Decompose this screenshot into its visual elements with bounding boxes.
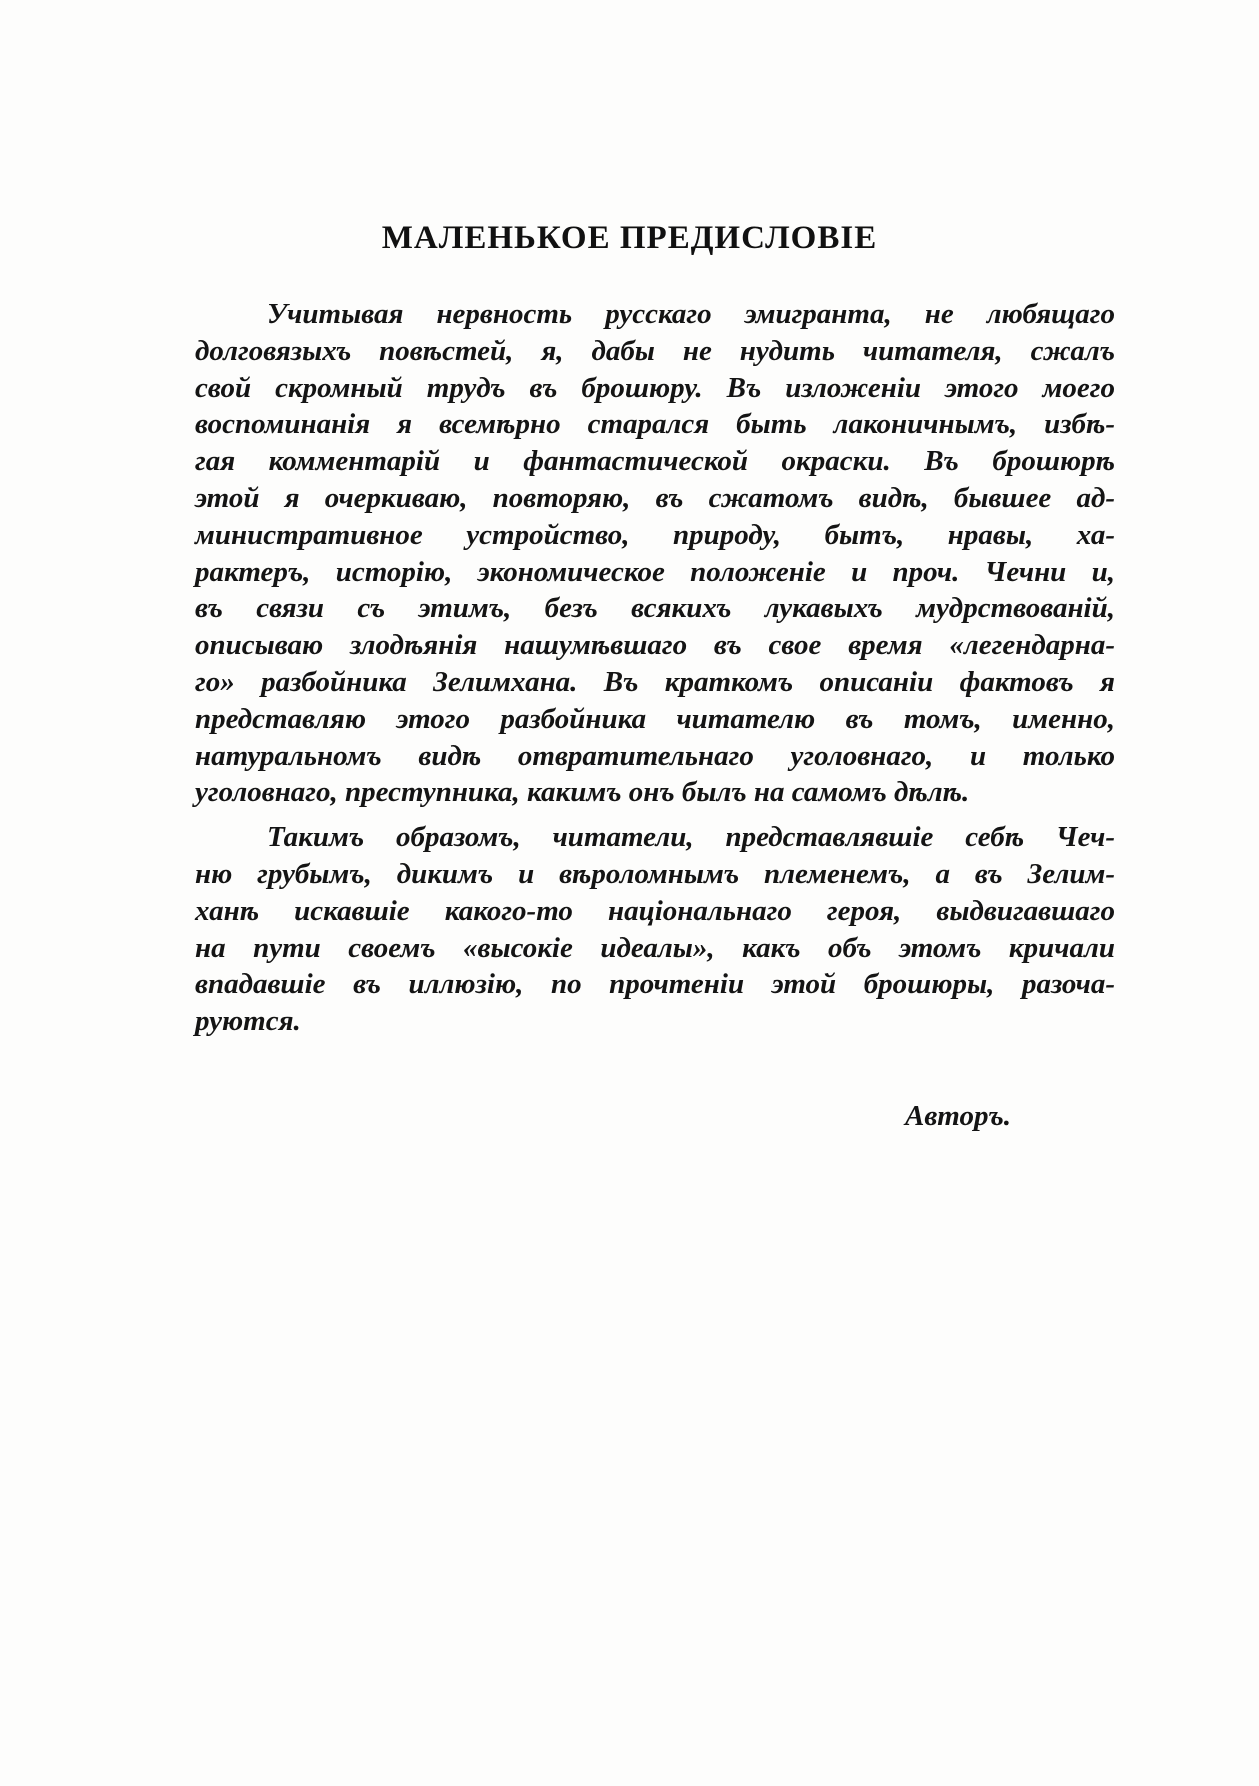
text-line: ханѣ искавшіе какого-то національнаго героя, выдвигавшаго [195,894,1115,927]
text-line: впадавшіе въ иллюзію, по прочтеніи этой брошюры, разоча- [195,968,1115,1001]
paragraph-1 [195,296,1115,811]
text-line: натуральномъ видѣ отвратительнаго уголовнаго, и только [195,739,1115,772]
text-line: представляю этого разбойника читателю въ томъ, именно, [195,702,1115,735]
text-line: министративное устройство, природу, бытъ, нравы, ха- [195,518,1115,551]
text-line: описываю злодѣянія нашумѣвшаго въ свое время «легендарна- [195,629,1115,662]
text-line: руются. [195,1005,301,1038]
text-line: уголовнаго, преступника, какимъ онъ былъ на самомъ дѣлѣ. [195,776,970,809]
preface-body [195,296,1115,1040]
text-line: го» разбойника Зелимхана. Въ краткомъ описаніи фактовъ я [195,665,1115,698]
text-line: ню грубымъ, дикимъ и вѣроломнымъ племенемъ, а въ Зелим- [195,857,1115,890]
author-signature: Авторъ. [905,1100,1012,1132]
text-line: въ связи съ этимъ, безъ всякихъ лукавыхъ мудрствованій, [195,592,1115,625]
text-line: воспоминанія я всемѣрно старался быть лаконичнымъ, избѣ- [195,408,1115,441]
text-line: гая комментарій и фантастической окраски. Въ брошюрѣ [195,445,1115,478]
text-line: на пути своемъ «высокіе идеалы», какъ объ этомъ кричали [195,931,1115,964]
text-line: Такимъ образомъ, читатели, представлявшіе себѣ Чеч- [267,821,1115,854]
text-line: этой я очеркиваю, повторяю, въ сжатомъ видѣ, бывшее ад- [195,481,1115,514]
page-title: МАЛЕНЬКОЕ ПРЕДИСЛОВІЕ [381,220,878,256]
paragraph-2 [195,819,1115,1040]
text-line: Учитывая нервность русскаго эмигранта, не любящаго [267,298,1115,330]
text-line: долговязыхъ повѣстей, я, дабы не нудить читателя, сжалъ [195,334,1115,367]
text-line: свой скромный трудъ въ брошюру. Въ изложеніи этого моего [195,371,1115,404]
text-line: рактеръ, исторію, экономическое положеніе и проч. Чечни и, [195,555,1115,588]
